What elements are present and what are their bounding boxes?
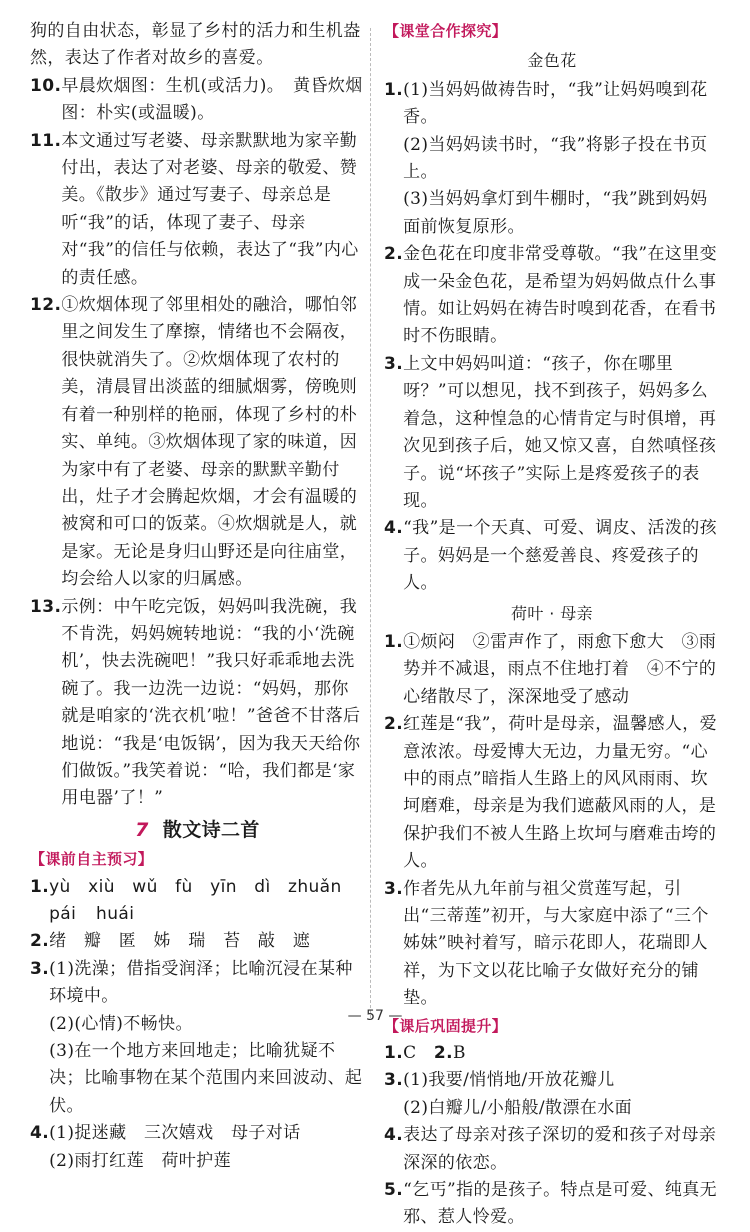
explore-2: [384, 241, 720, 351]
answer-number: 1.: [30, 876, 50, 897]
answer-text: 早晨炊烟图：生机(或活力)。 黄昏炊烟图：朴实(或温暖)。: [61, 75, 363, 124]
sub-answer: (1)当妈妈做祷告时，“我”让妈妈嗅到花香。: [403, 79, 708, 128]
after-5: [384, 1177, 720, 1232]
sub-answer: (2)(心情)不畅快。: [49, 1013, 193, 1034]
answer-number: 1.: [384, 79, 404, 100]
lesson-number: 7: [135, 818, 149, 841]
lotus-2: [384, 711, 720, 875]
sub-answer: (2)白瓣儿/小船般/散漂在水面: [403, 1097, 633, 1118]
answer-number: 13.: [30, 596, 62, 617]
section-header-explore: 【课堂合作探究】: [384, 22, 508, 40]
answer-number: 12.: [30, 295, 62, 316]
answer-number: 4.: [30, 1123, 50, 1144]
answer-text: 红莲是“我”，荷叶是母亲，温馨感人，爱意浓浓。母爱博大无边，力量无穷。“心中的雨点”暗指人生路上的风风雨雨、坎坷磨难，母亲是为我们遮蔽风雨的人，是保护我们不被人生路上坎坷与磨难击垮的人。: [403, 714, 718, 872]
answer-text: 金色花在印度非常受尊敬。“我”在这里变成一朵金色花，是希望为妈妈做点什么事情。如让妈妈在祷告时嗅到花香，在看书时不伤眼睛。: [403, 244, 718, 347]
lesson-title: [30, 817, 365, 844]
right-column: [384, 18, 720, 1232]
left-column: [30, 18, 365, 1175]
explore-4: [384, 515, 720, 597]
explore-1: [384, 77, 720, 241]
answer-text: “乞丐”指的是孩子。特点是可爱、纯真无邪、惹人怜爱。: [403, 1180, 718, 1228]
answer-text: [403, 77, 720, 241]
answer-text: [49, 1120, 365, 1175]
answer-number: 2.: [30, 931, 50, 952]
lotus-3: [384, 876, 720, 1013]
sub-answer: (1)我要/悄悄地/开放花瓣儿: [403, 1070, 615, 1091]
answer-13: [30, 594, 365, 813]
answer-number: 1.: [384, 1043, 404, 1064]
answer-text: C: [403, 1043, 434, 1064]
answer-number: 3.: [384, 1070, 404, 1091]
answer-number: 4.: [384, 1125, 404, 1146]
answer-number: 2.: [384, 714, 404, 735]
sub-answer: (3)在一个地方来回地走；比喻犹疑不决；比喻事物在某个范围内来回波动、起伏。: [49, 1041, 363, 1116]
preview-1: [30, 874, 365, 929]
sub-answer: (3)当妈妈拿灯到牛棚时，“我”跳到妈妈面前恢复原形。: [403, 189, 708, 237]
answer-text: [403, 1067, 720, 1122]
answer-text: 示例：中午吃完饭，妈妈叫我洗碗，我不肯洗，妈妈婉转地说：“我的小‘洗碗机’，快去洗碗吧！”我只好乖乖地去洗碗了。我一边洗一边说：“妈妈，那你就是咱家的‘洗衣机’啦！”爸爸不甘落后地说：“我是‘电饭锅’，因为我天天给你们做饭。”我笑着说：“哈，我们都是‘家用电器’了！”: [61, 596, 361, 809]
answer-number: 10.: [30, 75, 62, 96]
answer-11: [30, 128, 365, 292]
answer-text: 表达了母亲对孩子深切的爱和孩子对母亲深深的依恋。: [403, 1125, 717, 1173]
after-1-2: [384, 1040, 720, 1067]
answer-text: 作者先从九年前与祖父赏莲写起，引出“三蒂莲”初开，与大家庭中添了“三个姊妹”映衬着写，暗示花即人，花瑞即人祥，为下文以花比喻子女做好充分的铺垫。: [403, 878, 709, 1009]
after-4: [384, 1122, 720, 1177]
sub-title-golden-flower: 金色花: [527, 51, 577, 71]
sub-answer: (1)捉迷藏 三次嬉戏 母子对话: [49, 1123, 301, 1144]
answer-number: 3.: [384, 353, 404, 374]
answer-text: B: [453, 1043, 466, 1064]
sub-answer: (2)当妈妈读书时，“我”将影子投在书页上。: [403, 134, 708, 183]
answer-number: 5.: [384, 1180, 404, 1201]
pinyin-answer: yù xiù wǔ fù yīn dì zhuǎn pái huái: [49, 876, 342, 924]
continued-text: 狗的自由状态，彰显了乡村的活力和生机盎 然，表达了作者对故乡的喜爱。: [30, 21, 361, 69]
answer-number: 3.: [30, 958, 50, 979]
explore-3: [384, 351, 720, 515]
lesson-name: 散文诗二首: [162, 818, 260, 841]
answer-number: 2.: [433, 1043, 453, 1064]
answer-number: 1.: [384, 631, 404, 652]
sub-answer: (1)洗澡；借指受润泽；比喻沉浸在某种环境中。: [49, 958, 353, 1007]
sub-title-lotus-leaf: 荷叶 · 母亲: [510, 603, 594, 623]
column-divider: [370, 28, 371, 1018]
preview-2: [30, 928, 365, 955]
answer-text: 本文通过写老婆、母亲默默地为家辛勤付出，表达了对老婆、母亲的敬爱、赞美。《散步》通过写妻子、母亲总是听“我”的话，体现了妻子、母亲对“我”的信任与依赖，表达了“我”内心的责任感。: [61, 130, 359, 288]
answer-text: “我”是一个天真、可爱、调皮、活泼的孩子。妈妈是一个慈爱善良、疼爱孩子的人。: [403, 518, 718, 594]
answer-text: [49, 956, 365, 1120]
preview-4: [30, 1120, 365, 1175]
section-header-after-class: 【课后巩固提升】: [384, 1016, 508, 1035]
answer-number: 11.: [30, 130, 62, 151]
answer-12: [30, 292, 365, 593]
answer-text: 绪 瓣 匿 姊 瑞 苔 敲 遮: [49, 931, 311, 952]
answer-text: ①烦闷 ②雷声作了，雨愈下愈大 ③雨势并不减退，雨点不住地打着 ④不宁的心绪散尽了，深深地受了感动: [403, 631, 717, 707]
page-number: — 57 —: [347, 1008, 403, 1024]
preview-3: [30, 956, 365, 1120]
answer-text: ①炊烟体现了邻里相处的融洽，哪怕邻里之间发生了摩擦，情绪也不会隔夜，很快就消失了。②炊烟体现了农村的美，清晨冒出淡蓝的细腻烟雾，傍晚则有着一种别样的艳丽，体现了乡村的朴实、单纯。③炊烟体现了家的味道，因为家中有了老婆、母亲的默默辛勤付出，灶子才会腾起炊烟，才会有温暖的被窝和可口的饭菜。④炊烟就是人，就是家。无论是身归山野还是向往庙堂，均会给人以家的归属感。: [61, 295, 358, 590]
answer-10: [30, 73, 365, 128]
answer-number: 3.: [384, 878, 404, 899]
answer-number: 4.: [384, 518, 404, 539]
answer-number: 2.: [384, 244, 404, 265]
section-header-preview: 【课前自主预习】: [30, 850, 154, 869]
answer-text: 上文中妈妈叫道：“孩子，你在哪里呀？”可以想见，找不到孩子，妈妈多么着急，这种惶急的心情肯定与时俱增，再次见到孩子后，她又惊又喜，自然嗔怪孩子。说“坏孩子”实际上是疼爱孩子的表现。: [403, 353, 717, 511]
sub-answer: (2)雨打红莲 荷叶护莲: [49, 1150, 231, 1171]
lotus-1: [384, 629, 720, 711]
after-3: [384, 1067, 720, 1122]
